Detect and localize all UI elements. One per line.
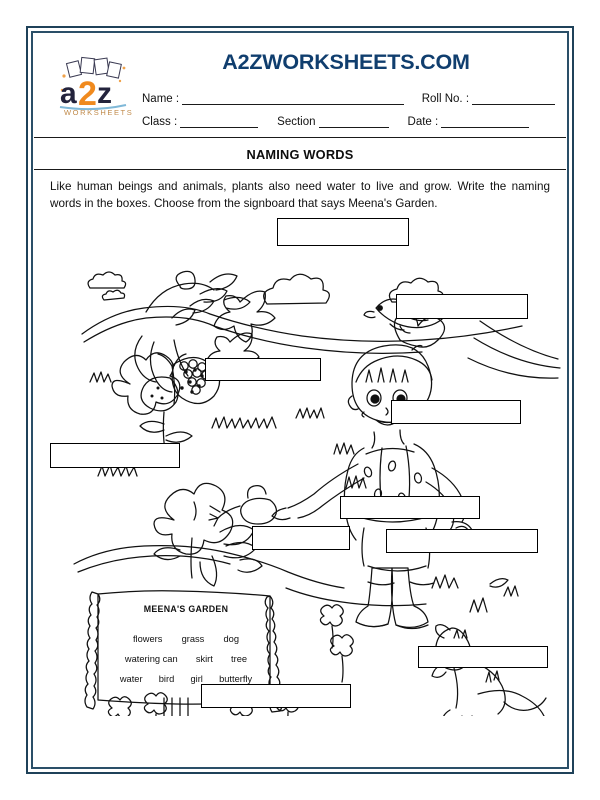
form-row-class bbox=[142, 105, 558, 128]
student-info-form bbox=[142, 82, 558, 128]
answer-box-watering-can[interactable] bbox=[340, 496, 480, 519]
word-butterfly[interactable]: butterfly bbox=[219, 674, 253, 684]
a2z-logo-icon bbox=[54, 56, 138, 118]
answer-box-grass[interactable] bbox=[418, 646, 548, 668]
name-field[interactable] bbox=[182, 92, 404, 105]
site-title: A2ZWORKSHEETS.COM bbox=[222, 50, 470, 74]
svg-text:z: z bbox=[97, 77, 112, 110]
class-field[interactable] bbox=[180, 115, 258, 128]
word-grass[interactable]: grass bbox=[181, 634, 205, 644]
instruction-text: Like human beings and animals, plants also need water to live and grow. Write the naming words in the boxes. Choose from the signboard that says Meena's Garden. bbox=[50, 180, 550, 210]
answer-box-butterfly[interactable] bbox=[205, 358, 321, 381]
word-watering-can[interactable]: watering can bbox=[124, 654, 178, 664]
word-water[interactable]: water bbox=[119, 674, 143, 684]
worksheet-sheet bbox=[34, 34, 566, 766]
svg-text:2: 2 bbox=[78, 75, 97, 113]
signboard-title: MEENA'S GARDEN bbox=[143, 604, 229, 614]
worksheet-header bbox=[34, 34, 566, 138]
svg-text:WORKSHEETS: WORKSHEETS bbox=[64, 108, 134, 117]
form-row-name bbox=[142, 82, 558, 105]
answer-box-tree[interactable] bbox=[277, 218, 409, 246]
word-bird[interactable]: bird bbox=[158, 674, 175, 684]
word-skirt[interactable]: skirt bbox=[195, 654, 213, 664]
date-field[interactable] bbox=[441, 115, 529, 128]
answer-box-skirt[interactable] bbox=[252, 526, 350, 550]
name-label: Name : bbox=[142, 93, 180, 105]
class-label: Class : bbox=[142, 116, 178, 128]
roll-label: Roll No. : bbox=[421, 93, 470, 105]
answer-box-bird[interactable] bbox=[396, 294, 528, 319]
date-label: Date : bbox=[407, 116, 439, 128]
page-title: NAMING WORDS bbox=[246, 147, 354, 162]
a2z-logo[interactable] bbox=[54, 56, 138, 118]
svg-text:a: a bbox=[60, 77, 77, 110]
illustration-stage bbox=[34, 216, 566, 716]
word-dog[interactable]: dog bbox=[223, 634, 240, 644]
signboard-row-2 bbox=[94, 654, 278, 664]
answer-box-flowers[interactable] bbox=[50, 443, 180, 468]
roll-field[interactable] bbox=[472, 92, 555, 105]
section-field[interactable] bbox=[319, 115, 389, 128]
answer-box-girl[interactable] bbox=[391, 400, 521, 424]
section-label: Section bbox=[277, 116, 316, 128]
word-flowers[interactable]: flowers bbox=[132, 634, 163, 644]
signboard-row-1 bbox=[98, 634, 274, 644]
word-tree[interactable]: tree bbox=[231, 654, 248, 664]
signboard-row-3 bbox=[90, 674, 282, 684]
answer-box-water[interactable] bbox=[386, 529, 538, 553]
answer-box-dog[interactable] bbox=[201, 684, 351, 708]
word-girl[interactable]: girl bbox=[190, 674, 203, 684]
